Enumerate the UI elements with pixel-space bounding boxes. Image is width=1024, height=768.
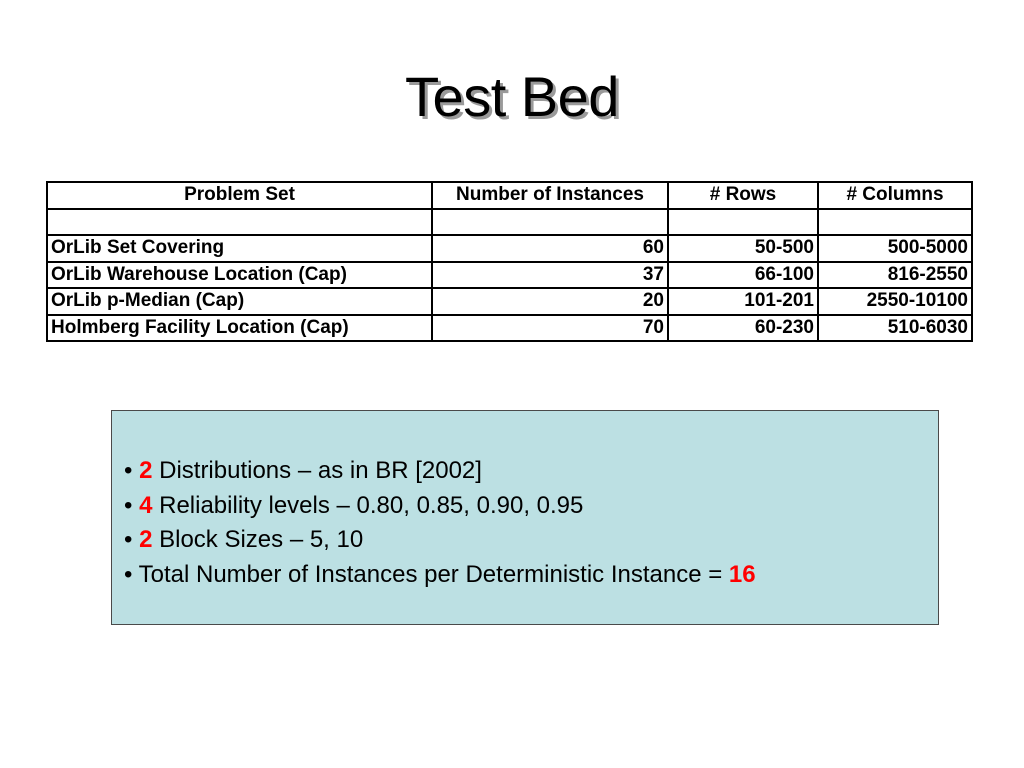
cell-rows: 66-100 <box>668 262 818 289</box>
problem-set-table <box>46 181 973 342</box>
table-row <box>47 235 972 262</box>
bullet-symbol: • <box>124 457 133 484</box>
cell-columns: 510-6030 <box>818 315 972 342</box>
cell-instances: 37 <box>432 262 668 289</box>
bullet-text: Block Sizes – 5, 10 <box>159 526 364 553</box>
header-problem-set: Problem Set <box>47 182 432 209</box>
bullet-item-reliability <box>124 489 756 524</box>
bullet-text: Total Number of Instances per Deterministic Instance = <box>138 560 729 588</box>
header-rows: # Rows <box>668 182 818 209</box>
cell-columns <box>818 209 972 236</box>
bullet-item-distributions <box>124 454 756 489</box>
bullet-symbol: • <box>124 526 133 553</box>
bullet-symbol: • <box>124 560 133 588</box>
cell-problem-set: OrLib p-Median (Cap) <box>47 288 432 315</box>
cell-rows <box>668 209 818 236</box>
table-row <box>47 209 972 236</box>
slide-title: Test Bed <box>405 65 619 128</box>
highlight-number: 2 <box>139 526 153 553</box>
highlight-number: 16 <box>728 560 756 588</box>
cell-problem-set: OrLib Warehouse Location (Cap) <box>47 262 432 289</box>
table-row <box>47 288 972 315</box>
table-header-row <box>47 182 972 209</box>
cell-problem-set <box>47 209 432 236</box>
cell-rows: 101-201 <box>668 288 818 315</box>
cell-instances: 60 <box>432 235 668 262</box>
cell-columns: 2550-10100 <box>818 288 972 315</box>
bullet-list <box>124 454 756 592</box>
cell-rows: 60-230 <box>668 315 818 342</box>
highlight-number: 2 <box>139 457 153 484</box>
cell-instances: 20 <box>432 288 668 315</box>
header-number-of-instances: Number of Instances <box>432 182 668 209</box>
cell-columns: 816-2550 <box>818 262 972 289</box>
bullet-text: Distributions – as in BR [2002] <box>159 457 482 484</box>
highlight-number: 4 <box>139 491 153 519</box>
cell-rows: 50-500 <box>668 235 818 262</box>
cell-columns: 500-5000 <box>818 235 972 262</box>
info-box <box>111 410 939 625</box>
cell-problem-set: Holmberg Facility Location (Cap) <box>47 315 432 342</box>
cell-instances <box>432 209 668 236</box>
bullet-item-total <box>124 558 756 593</box>
cell-problem-set: OrLib Set Covering <box>47 235 432 262</box>
cell-instances: 70 <box>432 315 668 342</box>
bullet-item-block-sizes <box>124 523 756 558</box>
bullet-symbol: • <box>124 491 133 519</box>
header-columns: # Columns <box>818 182 972 209</box>
table-row <box>47 315 972 342</box>
bullet-text: Reliability levels – 0.80, 0.85, 0.90, 0.95 <box>159 491 584 519</box>
table-row <box>47 262 972 289</box>
